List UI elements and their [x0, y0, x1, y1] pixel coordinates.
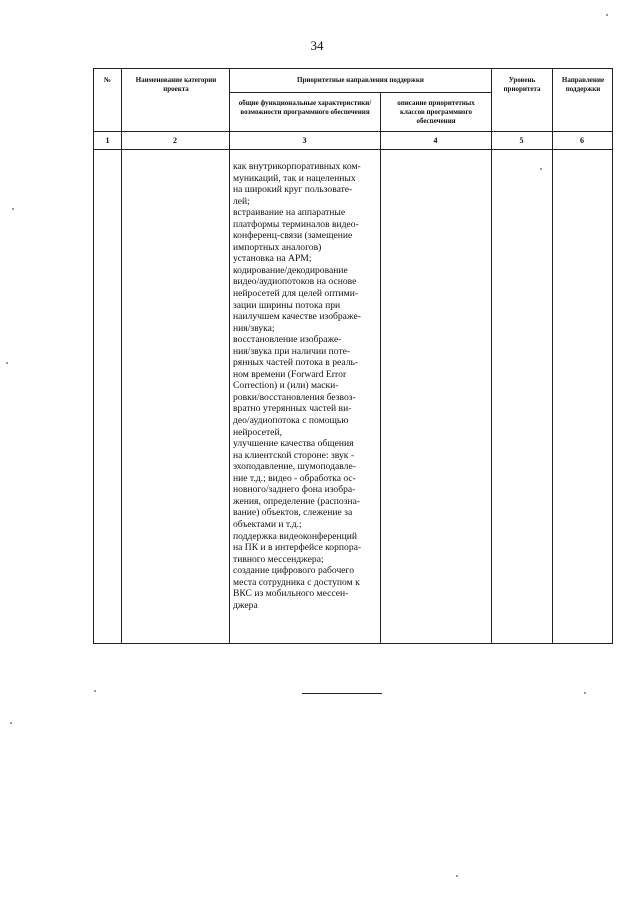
header-category-name: Наименование категории проекта	[135, 76, 217, 93]
column-number-3: 3	[302, 136, 307, 145]
text-line: восстановление изображе-	[233, 334, 342, 346]
text-line: джера	[233, 599, 258, 611]
scan-speck	[540, 168, 542, 170]
text-line: эхоподавление, шумоподавле-	[233, 461, 356, 473]
text-line: места сотрудника с доступом к	[233, 576, 360, 588]
column-rule-1	[121, 69, 122, 643]
text-line: ВКС из мобильного мессен-	[233, 588, 349, 600]
text-line: ровки/восстановления безвоз-	[233, 391, 356, 403]
text-line: как внутрикорпоративных ком-	[233, 161, 361, 172]
text-line: ния/звука;	[233, 322, 275, 334]
text-line: жения, определение (распозна-	[233, 495, 361, 507]
column-number-5: 5	[519, 136, 524, 145]
text-line: на клиентской стороне: звук -	[233, 449, 355, 461]
text-line: объектами и т.д.;	[233, 518, 302, 530]
text-line: поддержка видеоконференций	[233, 530, 358, 542]
text-line: улучшение качества общения	[233, 438, 354, 450]
number-row-rule	[94, 149, 612, 150]
header-software-classes: описание приоритетных классов программного обеспечения	[397, 99, 475, 125]
text-line: вание) объектов, слежение за	[233, 507, 353, 519]
header-support-direction: Направление поддержки	[561, 76, 605, 93]
text-line: ние т.д.; видео - обработка ос-	[233, 472, 356, 484]
scan-speck	[10, 722, 12, 724]
text-line: вратно утерянных частей ви-	[233, 403, 352, 415]
scan-speck	[606, 14, 608, 16]
header-group-rule	[229, 92, 491, 93]
text-line: тивного мессенджера;	[233, 553, 324, 565]
scan-speck	[456, 875, 458, 877]
text-line: установка на АРМ;	[233, 253, 312, 265]
text-line: ния/звука при наличии поте-	[233, 345, 351, 357]
text-line: на ПК и в интерфейсе корпора-	[233, 542, 362, 554]
text-line: зации ширины потока при	[233, 299, 341, 311]
text-line: импортных аналогов)	[233, 241, 322, 253]
scan-speck	[94, 690, 96, 692]
text-line: ном времени (Forward Error	[233, 368, 347, 380]
general-characteristics-text	[233, 161, 383, 611]
column-number-2: 2	[173, 136, 177, 145]
header-general-characteristics: общие функциональные характеристики/ возможности программного обеспечения	[238, 99, 372, 116]
scan-speck	[584, 692, 586, 694]
header-bottom-rule	[94, 131, 612, 132]
column-rule-4	[491, 69, 492, 643]
scan-speck	[12, 208, 14, 210]
text-line: муникаций, так и нацеленных	[233, 172, 356, 184]
text-line: новного/заднего фона изобра-	[233, 484, 356, 496]
priority-table	[93, 68, 613, 644]
text-line: создание цифрового рабочего	[233, 565, 355, 577]
text-line: Correction) и (или) маски-	[233, 380, 339, 392]
text-line: конференц-связи (замещение	[233, 230, 353, 242]
end-separator-line	[302, 693, 382, 694]
scan-speck	[6, 362, 8, 364]
header-priority-level: Уровень приоритета	[503, 76, 541, 93]
text-line: встраивание на аппаратные	[233, 207, 346, 219]
column-number-1: 1	[105, 136, 110, 145]
column-number-6: 6	[580, 136, 584, 145]
text-line: нейросетей,	[233, 426, 282, 438]
text-line: кодирование/декодирование	[233, 264, 348, 276]
column-rule-5	[552, 69, 553, 643]
column-rule-2	[229, 69, 230, 643]
column-number-4: 4	[433, 136, 438, 145]
text-line: наилучшем качестве изображе-	[233, 311, 361, 323]
text-line: видео/аудиопотоков на основе	[233, 276, 357, 288]
text-line: нейросетей для целей оптими-	[233, 288, 359, 300]
text-line: део/аудиопотока с помощью	[233, 415, 349, 427]
text-line: лей;	[233, 195, 250, 207]
text-line: на широкий круг пользовате-	[233, 184, 353, 196]
text-line: рянных частей потока в реаль-	[233, 357, 359, 369]
header-priority-directions: Приоритетные направления поддержки	[297, 76, 424, 84]
header-number: №	[103, 76, 112, 84]
page-number: 34	[310, 38, 324, 53]
text-line: платформы терминалов видео-	[233, 218, 359, 230]
